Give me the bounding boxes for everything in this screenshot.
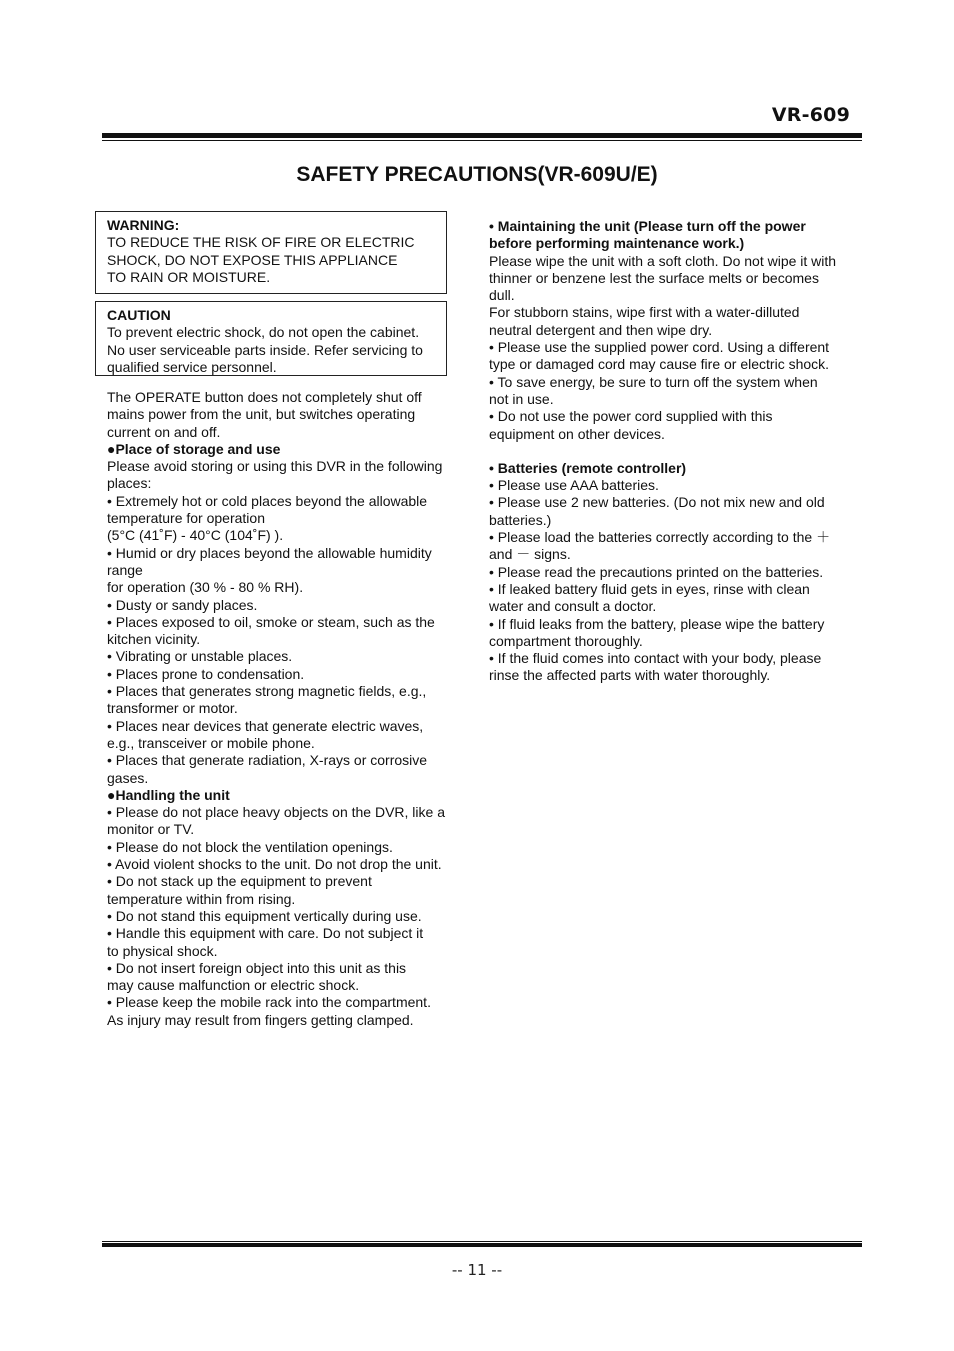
- maintenance-heading: • Maintaining the unit (Please turn off the power before performing maintenance work.): [489, 218, 806, 252]
- warning-text: TO REDUCE THE RISK OF FIRE OR ELECTRIC SHOCK, DO NOT EXPOSE THIS APPLIANCE TO RAIN OR MOISTURE.: [107, 234, 415, 286]
- warning-box: [95, 211, 447, 294]
- caution-text: To prevent electric shock, do not open the cabinet. No user serviceable parts inside. Refer servicing to qualified service personnel.: [107, 324, 423, 376]
- left-column: [107, 389, 457, 1029]
- page-number: -- 11 --: [451, 1261, 503, 1279]
- handling-heading: ●Handling the unit: [107, 786, 230, 803]
- storage-text: Please avoid storing or using this DVR in the following places: • Extremely hot or cold places beyond the allowable temperature for operation (5°C (41˚F) - 40°C (104˚F) ). • Humid or dry places beyond the allowable humidity range for operation (30 % - 80 % RH). • Dusty or sandy places. • Places exposed to oil, smoke or steam, such as the kitchen vicinity. • Vibrating or unstable places. • Places prone to condensation. • Places that generates strong magnetic fields, e.g., transformer or motor. • Places near devices that generate electric waves, e.g., transceiver or mobile phone. • Places that generate radiation, X-rays or corrosive gases.: [107, 458, 443, 786]
- right-column: [489, 218, 854, 685]
- caution-heading: CAUTION: [107, 307, 171, 323]
- storage-heading: ●Place of storage and use: [107, 440, 281, 457]
- section-spacer: [489, 443, 854, 460]
- footer-rule: [102, 1243, 862, 1247]
- page-title: SAFETY PRECAUTIONS(VR-609U/E): [296, 163, 658, 186]
- header-rule-thin: [102, 140, 862, 141]
- header-rule: [102, 133, 862, 138]
- model-name: VR-609: [771, 104, 850, 126]
- warning-heading: WARNING:: [107, 217, 180, 233]
- handling-text: • Please do not place heavy objects on the DVR, like a monitor or TV. • Please do not block the ventilation openings. • Avoid violent shocks to the unit. Do not drop the unit. • Do not stack up the equipment to prevent temperature within from rising. • Do not stand this equipment vertically during use. • Handle this equipment with care. Do not subject it to physical shock. • Do not insert foreign object into this unit as this may cause malfunction or electric shock. • Please keep the mobile rack into the compartment. As injury may result from fingers getting clamped.: [107, 804, 445, 1028]
- batteries-text: • Please use AAA batteries. • Please use 2 new batteries. (Do not mix new and old batteries.) • Please load the batteries correctly according to the ＋ and － signs. • Please read the precautions printed on the batteries. • If leaked battery fluid gets in eyes, rinse with clean water and consult a doctor. • If fluid leaks from the battery, please wipe the battery compartment thoroughly. • If the fluid comes into contact with your body, please rinse the affected parts with water thoroughly.: [489, 477, 831, 684]
- maintenance-text: Please wipe the unit with a soft cloth. Do not wipe it with thinner or benzene lest the surface melts or becomes dull. For stubborn stains, wipe first with a water-dilluted neutral detergent and then wipe dry. • Please use the supplied power cord. Using a different type or damaged cord may cause fire or electric shock. • To save energy, be sure to turn off the system when not in use. • Do not use the power cord supplied with this equipment on other devices.: [489, 252, 837, 442]
- caution-box: [95, 301, 447, 376]
- batteries-heading: • Batteries (remote controller): [489, 459, 687, 476]
- operate-note: The OPERATE button does not completely shut off mains power from the unit, but switches operating current on and off.: [107, 389, 422, 440]
- footer-rule-thin: [102, 1241, 862, 1242]
